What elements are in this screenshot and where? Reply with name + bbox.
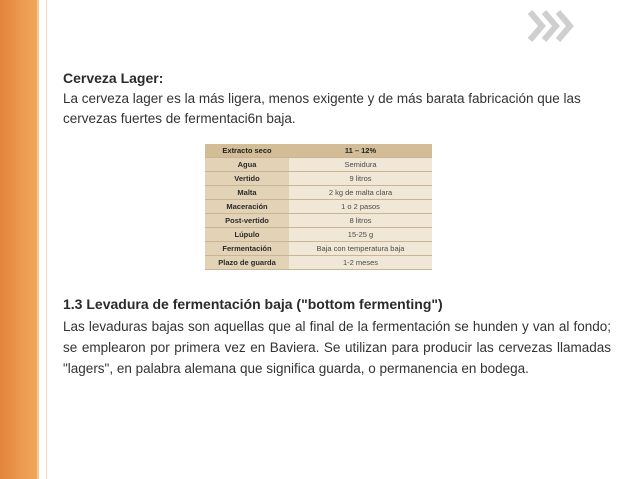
spec-label: Vertido <box>205 172 289 186</box>
table-row <box>205 144 432 158</box>
spec-value: 1 o 2 pasos <box>289 200 432 214</box>
triple-chevron-right-icon <box>524 4 574 48</box>
table-row <box>205 200 432 214</box>
spec-value: 9 litros <box>289 172 432 186</box>
spec-value: 2 kg de malta clara <box>289 186 432 200</box>
lager-heading: Cerveza Lager: <box>63 70 164 86</box>
table-row <box>205 158 432 172</box>
spec-label: Agua <box>205 158 289 172</box>
spec-label: Maceración <box>205 200 289 214</box>
spec-label: Plazo de guarda <box>205 256 289 270</box>
spec-label: Fermentación <box>205 242 289 256</box>
table-row <box>205 256 432 270</box>
spec-label: Extracto seco <box>205 144 289 158</box>
spec-value: 1-2 meses <box>289 256 432 270</box>
table-row <box>205 228 432 242</box>
table-row <box>205 242 432 256</box>
lager-spec-table <box>205 144 432 270</box>
section-body-text: Las levaduras bajas son aquellas que al final de la fermentación se hunden y van al fondo; se emplearon por primera vez en Baviera. Se utilizan para producir las cervezas llamadas "lagers", en palabra alemana que significa guarda, o permanencia en bodega. <box>63 319 611 376</box>
table-row <box>205 186 432 200</box>
table-row <box>205 214 432 228</box>
section-title: 1.3 Levadura de fermentación baja ("bottom fermenting") <box>63 296 443 312</box>
lager-intro-text: La cerveza lager es la más ligera, menos exigente y de más barata fabricación que las cervezas fuertes de fermentaci6n baja. <box>63 91 581 126</box>
spec-value: 15-25 g <box>289 228 432 242</box>
spec-value: 8 litros <box>289 214 432 228</box>
spec-label: Malta <box>205 186 289 200</box>
spec-value: Baja con temperatura baja <box>289 242 432 256</box>
spec-value: 11 – 12% <box>289 144 432 158</box>
spec-label: Post-vertido <box>205 214 289 228</box>
accent-sidebar <box>0 0 38 479</box>
spec-value: Semidura <box>289 158 432 172</box>
spec-label: Lúpulo <box>205 228 289 242</box>
table-row <box>205 172 432 186</box>
